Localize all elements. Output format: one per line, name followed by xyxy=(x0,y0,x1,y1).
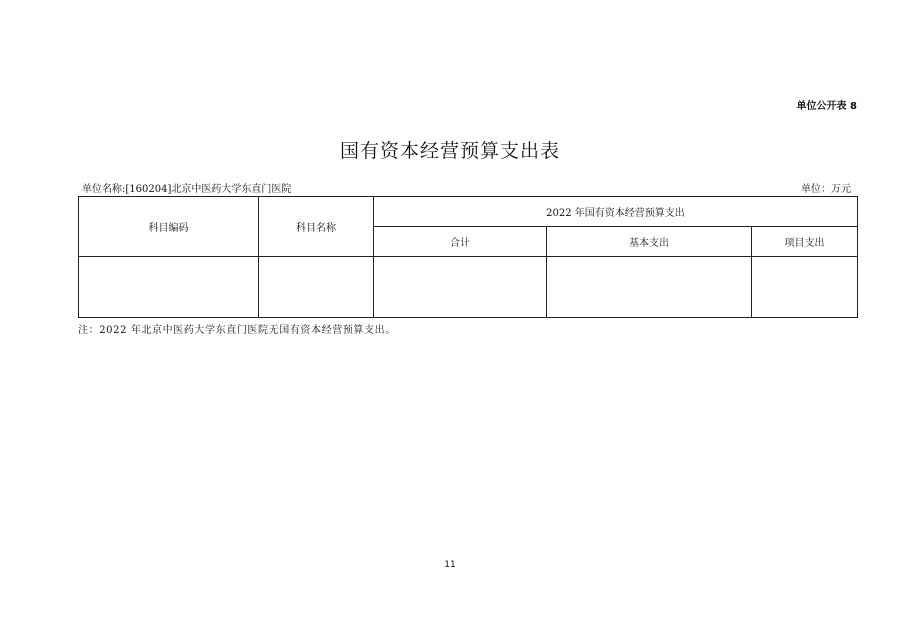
budget-table xyxy=(78,196,858,318)
cell-subject-code xyxy=(79,257,259,318)
table-row xyxy=(79,257,858,318)
table-note: 注：2022 年北京中医药大学东直门医院无国有资本经营预算支出。 xyxy=(78,325,396,336)
header-budget-group: 2022 年国有资本经营预算支出 xyxy=(374,197,858,227)
header-subject-name: 科目名称 xyxy=(259,197,374,257)
header-project-expense: 项目支出 xyxy=(752,227,858,257)
unit-currency: 单位：万元 xyxy=(801,184,851,195)
cell-total xyxy=(374,257,547,318)
cell-basic-expense xyxy=(547,257,752,318)
page-number: 11 xyxy=(444,560,456,570)
table-header-row xyxy=(79,197,858,227)
header-total: 合计 xyxy=(374,227,547,257)
cell-subject-name xyxy=(259,257,374,318)
cell-project-expense xyxy=(752,257,858,318)
header-basic-expense: 基本支出 xyxy=(547,227,752,257)
form-number: 单位公开表 8 xyxy=(796,101,857,112)
unit-name: 单位名称:[160204]北京中医药大学东直门医院 xyxy=(82,184,292,195)
page-title: 国有资本经营预算支出表 xyxy=(339,140,560,162)
header-subject-code: 科目编码 xyxy=(79,197,259,257)
